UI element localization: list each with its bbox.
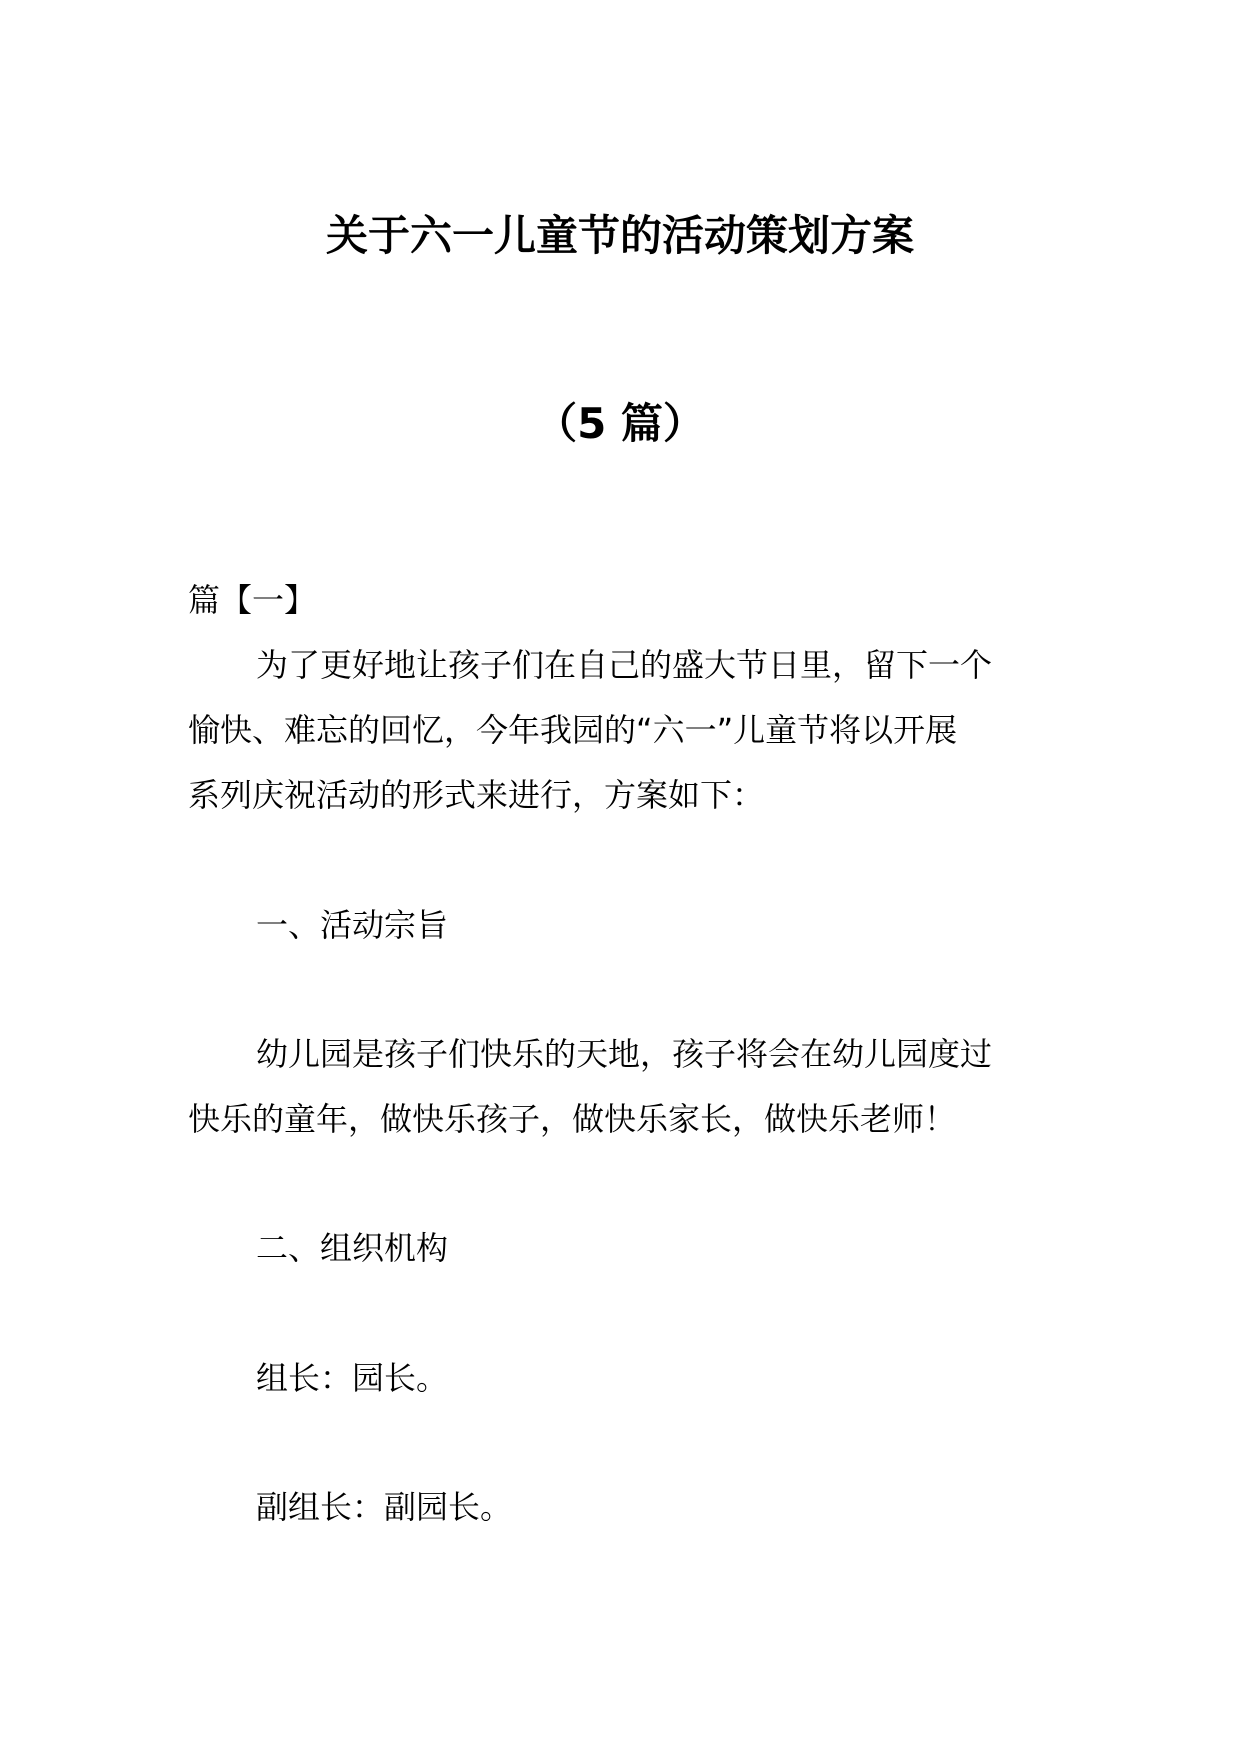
intro-line-2: 愉快、难忘的回忆，今年我园的“六一”儿童节将以开展 [188, 711, 958, 749]
purpose-line-1: 幼儿园是孩子们快乐的天地，孩子将会在幼儿园度过 [256, 1035, 993, 1073]
deputy-leader-line: 副组长：副园长。 [256, 1488, 513, 1526]
purpose-line-2: 快乐的童年，做快乐孩子，做快乐家长，做快乐老师！ [188, 1100, 957, 1138]
leader-line: 组长：园长。 [256, 1359, 449, 1397]
heading-activity-purpose: 一、活动宗旨 [256, 906, 449, 944]
heading-organization: 二、组织机构 [256, 1229, 449, 1267]
section-label: 篇【一】 [188, 581, 317, 619]
document-title: 关于六一儿童节的活动策划方案 [325, 211, 914, 260]
document-subtitle: （5 篇） [535, 399, 705, 448]
intro-line-1: 为了更好地让孩子们在自己的盛大节日里，留下一个 [256, 646, 993, 684]
intro-line-3: 系列庆祝活动的形式来进行，方案如下： [188, 776, 765, 814]
